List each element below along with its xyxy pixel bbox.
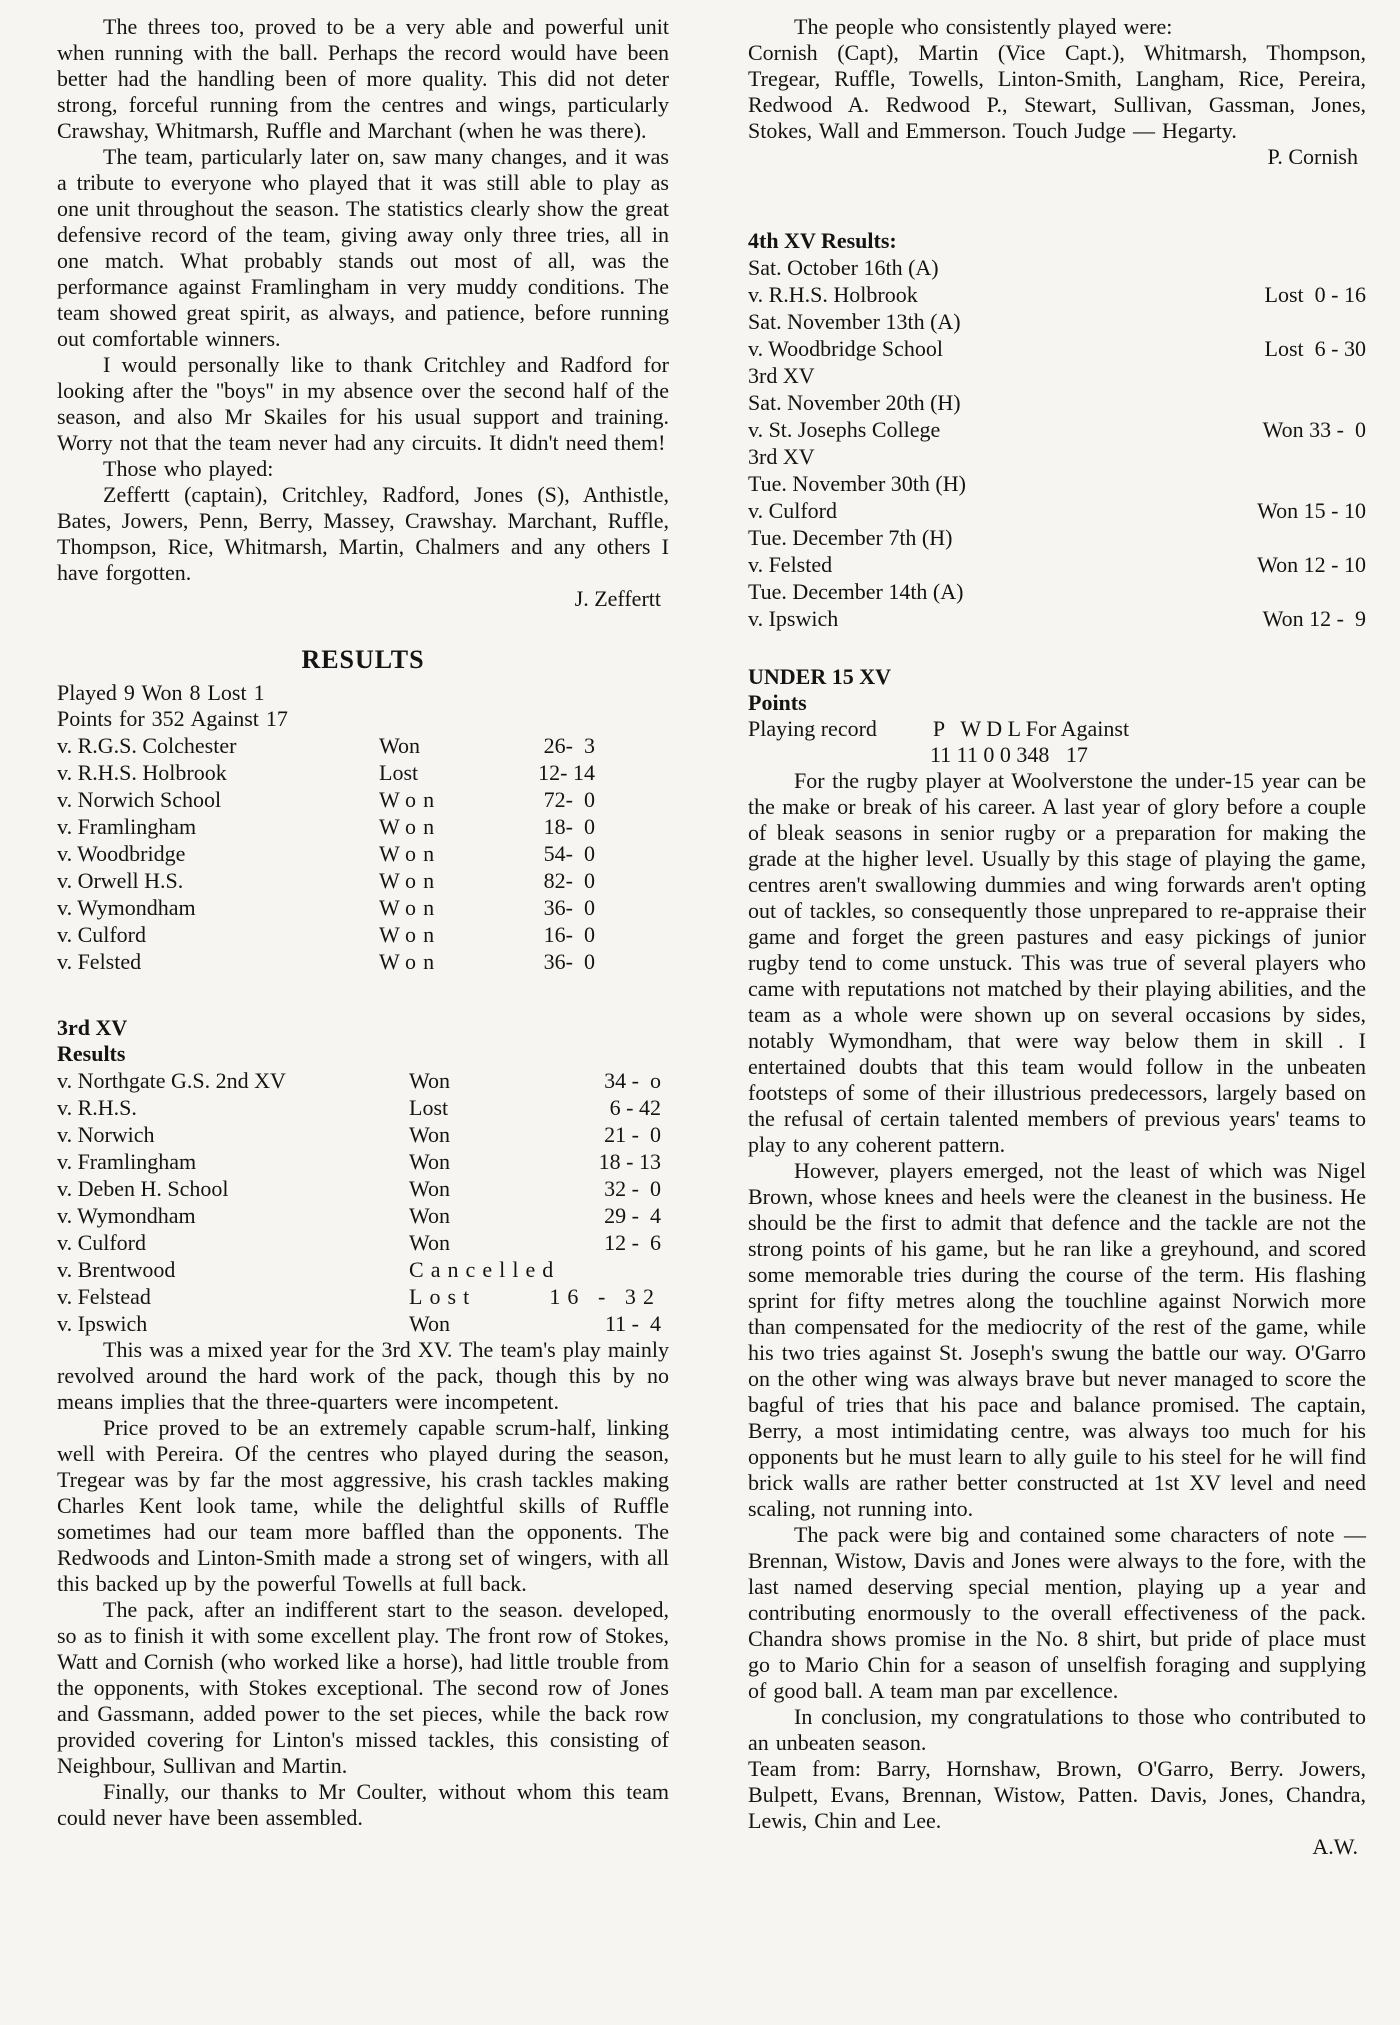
result: Won: [409, 1311, 451, 1336]
left-column: [57, 14, 669, 1831]
opponent: v. Norwich School: [57, 787, 222, 812]
fixture-row: [748, 335, 1366, 362]
team-from-list: Team from: Barry, Hornshaw, Brown, O'Garro, Berry. Jowers, Bulpett, Evans, Brennan, Wistow, Patten. Davis, Jones, Chandra, Lewis, Chin and Lee.: [748, 1756, 1366, 1833]
score: 36- 0: [543, 949, 595, 974]
table-row: [57, 1202, 669, 1229]
third-xv-results-table: [57, 1067, 669, 1337]
results-summary-points: Points for 352 Against 17: [57, 706, 288, 731]
paragraph-under15-intro: For the rugby player at Woolverstone the under-15 year can be the make or break of his career. A last year of glory before a couple of bleak seasons in senior rugby or a preparation for making the grade at the higher level. Usually by this stage of playing the game, centres aren't swallowing dummies and wing forwards aren't opting out of tackles, so consequently those unprepared to re-appraise their game and forget the green pastures and easy pickings of junior rugby tend to come unstuck. This was true of several players who came with reputations not matched by their playing abilities, and the team as a whole were shown up on several occasions by sides, notably Wymondham, that were way below them in skill . I entertained doubts that this team would follow in the unbeaten footsteps of some of their illustrious predecessors, largely based on the refusal of certain talented members of previous years' teams to play to any coherent pattern.: [748, 768, 1367, 1157]
result: Won: [379, 733, 421, 758]
opponent: v. R.H.S. Holbrook: [57, 760, 227, 785]
fixture-line: v. R.H.S. Holbrook: [748, 282, 918, 307]
table-row: [57, 921, 669, 948]
under15-points-heading: Points: [748, 690, 807, 715]
fixture-row: [748, 578, 1366, 605]
paragraph-mixed-year: This was a mixed year for the 3rd XV. The team's play mainly revolved around the hard work of the pack, though this by no means implies that the three-quarters were incompetent.: [57, 1337, 669, 1414]
table-row: [57, 786, 669, 813]
result: Won: [409, 1068, 451, 1093]
opponent: v. Deben H. School: [57, 1176, 229, 1201]
right-column: [748, 14, 1366, 1860]
score: 18 - 13: [598, 1149, 661, 1174]
signature-zeffertt: J. Zeffertt: [574, 586, 661, 611]
score: 82- 0: [543, 868, 595, 893]
fixture-line: v. Culford: [748, 498, 838, 523]
score: 32 - 0: [604, 1176, 661, 1201]
score: 16- 0: [543, 922, 595, 947]
score: 54- 0: [543, 841, 595, 866]
fixture-row: [748, 524, 1366, 551]
table-row: [57, 1229, 669, 1256]
fixture-row: [748, 443, 1366, 470]
table-row: [57, 759, 669, 786]
result: Won: [379, 841, 442, 866]
fixture-line: Sat. November 20th (H): [748, 390, 961, 415]
opponent: v. Felsted: [57, 949, 142, 974]
results-heading: RESULTS: [301, 645, 425, 674]
paragraph-under15-pack: The pack were big and contained some characters of note — Brennan, Wistow, Davis and Jones were always to the fore, with the last named deserving special mention, playing up a year and contributing enormously to the overall effectiveness of the pack. Chandra shows promise in the No. 8 shirt, but pride of place must go to Mario Chin for a season of unselfish foraging and supplying of good ball. A team man par excellence.: [748, 1522, 1366, 1703]
table-row: [57, 813, 669, 840]
result: Won: [379, 787, 442, 812]
playing-record-line: [748, 716, 1366, 742]
third-xv-heading: 3rd XV: [57, 1015, 128, 1040]
fixture-line: Tue. November 30th (H): [748, 471, 966, 496]
table-row: [57, 1175, 669, 1202]
fixture-score: Lost 0 - 16: [1264, 282, 1366, 307]
fourth-xv-fixture-list: [748, 254, 1366, 632]
under15-heading: UNDER 15 XV: [748, 664, 891, 689]
paragraph-price-scrum-half: Price proved to be an extremely capable scrum-half, linking well with Pereira. Of the centres who played during the season, Tregear was by far the most aggressive, his crash tackles making Charles Kent look tame, while the delightful skills of Ruffle sometimes had our team more baffled than the opponents. The Redwoods and Linton-Smith made a strong set of wingers, with all this backed up by the powerful Towells at full back.: [57, 1415, 669, 1596]
score: 29 - 4: [604, 1203, 661, 1228]
fixture-row: [748, 605, 1366, 632]
fixture-row: [748, 416, 1366, 443]
fixture-score: Won 12 - 9: [1262, 606, 1366, 631]
result: Lost: [409, 1095, 449, 1120]
playing-record-label: Playing record: [748, 716, 877, 741]
opponent: v. Orwell H.S.: [57, 868, 184, 893]
fixture-row: [748, 281, 1366, 308]
player-list-1st-xv: Zeffertt (captain), Critchley, Radford, Jones (S), Anthistle, Bates, Jowers, Penn, Berry, Massey, Crawshay. Marchant, Ruffle, Thompson, Rice, Whitmarsh, Martin, Chalmers and any others I have forgotten.: [57, 482, 669, 585]
table-row: [57, 840, 669, 867]
playing-record-values: 11 11 0 0 348 17: [930, 742, 1088, 767]
table-row: [57, 867, 669, 894]
score: 16 - 32: [549, 1284, 661, 1309]
opponent: v. Ipswich: [57, 1311, 148, 1336]
table-row: [57, 1121, 669, 1148]
signature-aw: A.W.: [1312, 1834, 1358, 1859]
result: Won: [409, 1122, 451, 1147]
score: 18- 0: [543, 814, 595, 839]
fixture-score: Won 15 - 10: [1257, 498, 1366, 523]
fixture-row: [748, 497, 1366, 524]
opponent: v. Woodbridge: [57, 841, 186, 866]
fixture-line: Sat. November 13th (A): [748, 309, 961, 334]
score: 12- 14: [538, 760, 595, 785]
fixture-line: v. Woodbridge School: [748, 336, 943, 361]
opponent: v. Norwich: [57, 1122, 155, 1147]
fixture-line: v. Ipswich: [748, 606, 839, 631]
result: Lost: [409, 1284, 477, 1309]
result: Cancelled: [409, 1257, 561, 1282]
signature-cornish: P. Cornish: [1267, 144, 1358, 169]
paragraph-thanks: I would personally like to thank Critchley and Radford for looking after the ''boys'' in my absence over the second half of the season, and also Mr Skailes for his usual support and training. Worry not that the team never had any circuits. It didn't need them!: [57, 352, 669, 455]
fixture-line: Tue. December 14th (A): [748, 579, 964, 604]
result: Won: [409, 1149, 451, 1174]
fixture-row: [748, 470, 1366, 497]
fixture-line: Sat. October 16th (A): [748, 255, 939, 280]
table-row: [57, 1094, 669, 1121]
table-row: [57, 1310, 669, 1337]
opponent: v. R.H.S.: [57, 1095, 137, 1120]
result: Won: [409, 1176, 451, 1201]
table-row: [57, 732, 669, 759]
fixture-line: v. St. Josephs College: [748, 417, 941, 442]
fixture-line: 3rd XV: [748, 363, 815, 388]
paragraph-thanks-coulter: Finally, our thanks to Mr Coulter, without whom this team could never have been assembled.: [57, 1779, 669, 1830]
opponent: v. Culford: [57, 1230, 147, 1255]
score: [539, 1256, 669, 1283]
fixture-line: 3rd XV: [748, 444, 815, 469]
score: 34 - o: [604, 1068, 661, 1093]
table-row: [57, 1067, 669, 1094]
opponent: v. Framlingham: [57, 814, 197, 839]
opponent: v. Northgate G.S. 2nd XV: [57, 1068, 286, 1093]
result: Lost: [379, 760, 419, 785]
result: Won: [379, 814, 442, 839]
fixture-row: [748, 254, 1366, 281]
table-row: [57, 1148, 669, 1175]
paragraph-nigel-brown: However, players emerged, not the least of which was Nigel Brown, whose knees and heels were the cleanest in the business. He should be the first to admit that defence and the tackle are not the strong points of his game, but he ran like a greyhound, and scored some memorable tries during the course of the term. His flashing sprint for fifty metres along the touchline against Norwich more than compensated for the mediocrity of the rest of the game, while his two tries against St. Joseph's swung the battle our way. O'Garro on the other wing was always brave but never managed to score the bagful of tries that his pace and balance promised. The captain, Berry, a most intimidating centre, was always too much for his opponents but he must learn to ally guile to his steel for he will find brick walls are rather better constructed at 1st XV level and need scaling, not running into.: [748, 1158, 1366, 1521]
opponent: v. R.G.S. Colchester: [57, 733, 237, 758]
consistent-players-intro: The people who consistently played were:: [794, 14, 1173, 39]
opponent: v. Brentwood: [57, 1257, 176, 1282]
table-row: [57, 1256, 669, 1283]
fixture-row: [748, 308, 1366, 335]
score: 12 - 6: [604, 1230, 661, 1255]
score: 26- 3: [543, 733, 595, 758]
score: 72- 0: [543, 787, 595, 812]
those-who-played-label: Those who played:: [103, 456, 274, 481]
table-row: [57, 894, 669, 921]
fixture-row: [748, 551, 1366, 578]
score: 6 - 42: [609, 1095, 661, 1120]
score: 36- 0: [543, 895, 595, 920]
fixture-line: Tue. December 7th (H): [748, 525, 953, 550]
third-xv-results-heading: Results: [57, 1041, 126, 1066]
table-row: [57, 948, 669, 975]
result: Won: [379, 922, 442, 947]
fixture-line: v. Felsted: [748, 552, 833, 577]
opponent: v. Framlingham: [57, 1149, 197, 1174]
results-summary-played: Played 9 Won 8 Lost 1: [57, 680, 265, 705]
playing-record-header: P W D L For Against: [932, 716, 1130, 741]
opponent: v. Wymondham: [57, 1203, 196, 1228]
paragraph-team-changes: The team, particularly later on, saw many changes, and it was a tribute to everyone who played that it was still able to play as one unit throughout the season. The statistics clearly show the great defensive record of the team, giving away only three tries, all in one match. What probably stands out most of all, was the performance against Framlingham in very muddy conditions. The team showed great spirit, as always, and patience, before running out comfortable winners.: [57, 144, 669, 351]
score: 11 - 4: [604, 1311, 661, 1336]
opponent: v. Felstead: [57, 1284, 151, 1309]
first-xv-results-table: [57, 732, 669, 975]
result: Won: [379, 868, 442, 893]
fixture-row: [748, 389, 1366, 416]
result: Won: [409, 1230, 451, 1255]
fixture-row: [748, 362, 1366, 389]
paragraph-the-pack: The pack, after an indifferent start to the season. developed, so as to finish it with some excellent play. The front row of Stokes, Watt and Cornish (who worked like a horse), had little trouble from the opponents, with Stokes exceptional. The second row of Jones and Gassmann, added power to the set pieces, while the back row provided covering for Linton's missed tackles, this consisting of Neighbour, Sullivan and Martin.: [57, 1597, 669, 1778]
table-row: [57, 1283, 669, 1310]
consistent-players-list: Cornish (Capt), Martin (Vice Capt.), Whitmarsh, Thompson, Tregear, Ruffle, Towells, Linton-Smith, Langham, Rice, Pereira, Redwood A. Redwood P., Stewart, Sullivan, Gassman, Jones, Stokes, Wall and Emmerson. Touch Judge — Hegarty.: [748, 40, 1366, 143]
paragraph-threes: The threes too, proved to be a very able and powerful unit when running with the ball. Perhaps the record would have been better had the handling been of more quality. This did not deter strong, forceful running from the centres and wings, particularly Crawshay, Whitmarsh, Ruffle and Marchant (when he was there).: [57, 14, 669, 143]
fixture-score: Lost 6 - 30: [1264, 336, 1366, 361]
score: 21 - 0: [604, 1122, 661, 1147]
fourth-xv-heading: 4th XV Results:: [748, 228, 897, 253]
paragraph-conclusion: In conclusion, my congratulations to those who contributed to an unbeaten season.: [748, 1704, 1366, 1755]
opponent: v. Culford: [57, 922, 147, 947]
result: Won: [379, 949, 442, 974]
fixture-score: Won 33 - 0: [1262, 417, 1366, 442]
fixture-score: Won 12 - 10: [1257, 552, 1366, 577]
result: Won: [379, 895, 442, 920]
result: Won: [409, 1203, 451, 1228]
opponent: v. Wymondham: [57, 895, 196, 920]
